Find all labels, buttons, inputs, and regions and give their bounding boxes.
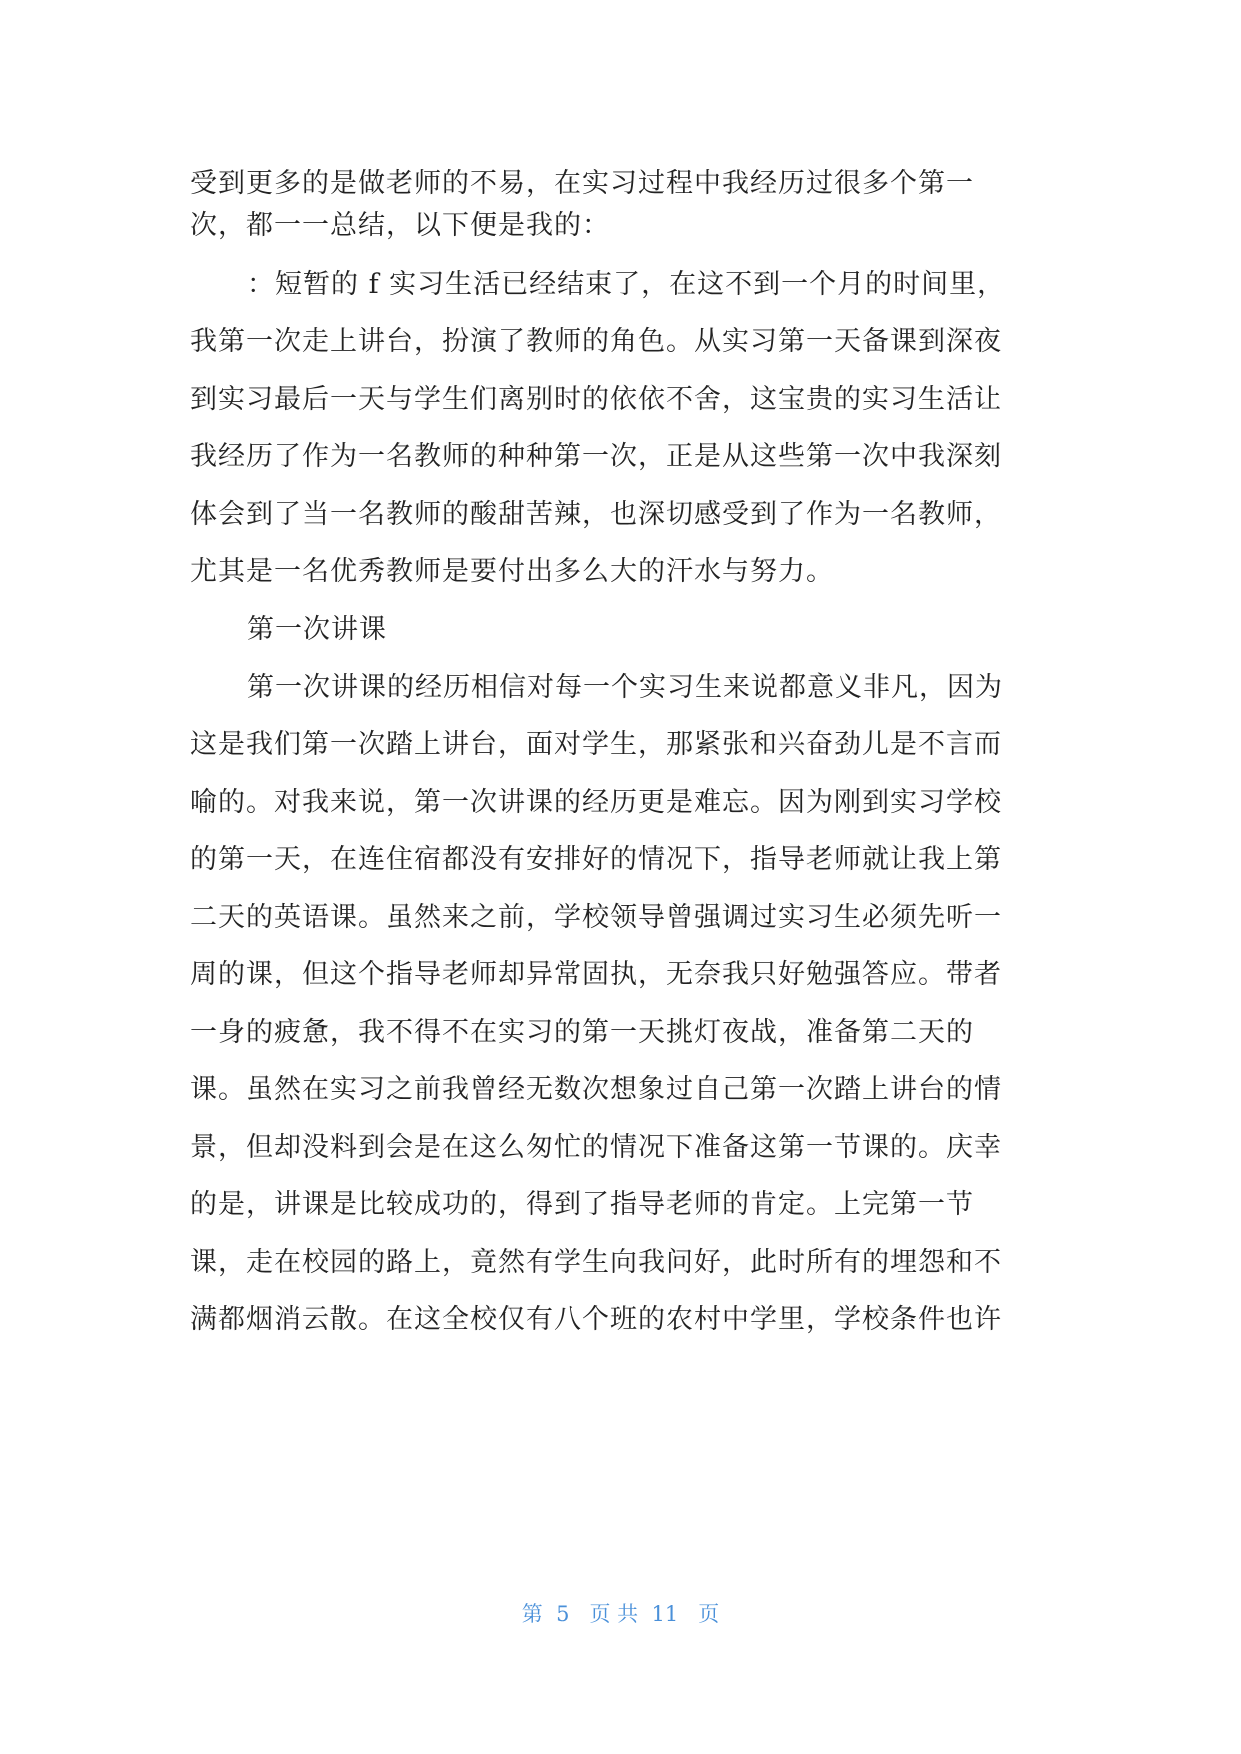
text-line: 体会到了当一名教师的酸甜苦辣，也深切感受到了作为一名教师， bbox=[190, 499, 1002, 530]
text-line: 受到更多的是做老师的不易，在实习过程中我经历过很多个第一 bbox=[190, 168, 974, 199]
section-heading: 第一次讲课 bbox=[247, 614, 387, 645]
text-line: 满都烟消云散。在这全校仅有八个班的农村中学里，学校条件也许 bbox=[190, 1304, 1002, 1335]
text-line: 课。虽然在实习之前我曾经无数次想象过自己第一次踏上讲台的情 bbox=[190, 1074, 1002, 1105]
text-line: 我第一次走上讲台，扮演了教师的角色。从实习第一天备课到深夜 bbox=[190, 326, 1002, 357]
text-line: ：短暂的 f 实习生活已经结束了，在这不到一个月的时间里， bbox=[247, 269, 1006, 300]
text-line: 课，走在校园的路上，竟然有学生向我问好，此时所有的埋怨和不 bbox=[190, 1247, 1002, 1278]
text-line: 的是，讲课是比较成功的，得到了指导老师的肯定。上完第一节 bbox=[190, 1189, 974, 1220]
text-line: 到实习最后一天与学生们离别时的依依不舍，这宝贵的实习生活让 bbox=[190, 384, 1002, 415]
page-number-footer: 第 5 页 共 11 页 bbox=[521, 1602, 720, 1626]
text-line: 次，都一一总结，以下便是我的： bbox=[190, 210, 610, 241]
text-line: 一身的疲惫，我不得不在实习的第一天挑灯夜战，准备第二天的 bbox=[190, 1017, 974, 1048]
text-line: 我经历了作为一名教师的种种第一次，正是从这些第一次中我深刻 bbox=[190, 441, 1002, 472]
text-line: 喻的。对我来说，第一次讲课的经历更是难忘。因为刚到实习学校 bbox=[190, 787, 1002, 818]
text-line: 这是我们第一次踏上讲台，面对学生，那紧张和兴奋劲儿是不言而 bbox=[190, 729, 1002, 760]
text-line: 的第一天，在连住宿都没有安排好的情况下，指导老师就让我上第 bbox=[190, 844, 1002, 875]
text-line: 景，但却没料到会是在这么匆忙的情况下准备这第一节课的。庆幸 bbox=[190, 1132, 1002, 1163]
text-line: 二天的英语课。虽然来之前，学校领导曾强调过实习生必须先听一 bbox=[190, 902, 1002, 933]
text-line: 第一次讲课的经历相信对每一个实习生来说都意义非凡，因为 bbox=[247, 672, 1003, 703]
text-line: 尤其是一名优秀教师是要付出多么大的汗水与努力。 bbox=[190, 556, 834, 587]
text-line: 周的课，但这个指导老师却异常固执，无奈我只好勉强答应。带者 bbox=[190, 959, 1002, 990]
